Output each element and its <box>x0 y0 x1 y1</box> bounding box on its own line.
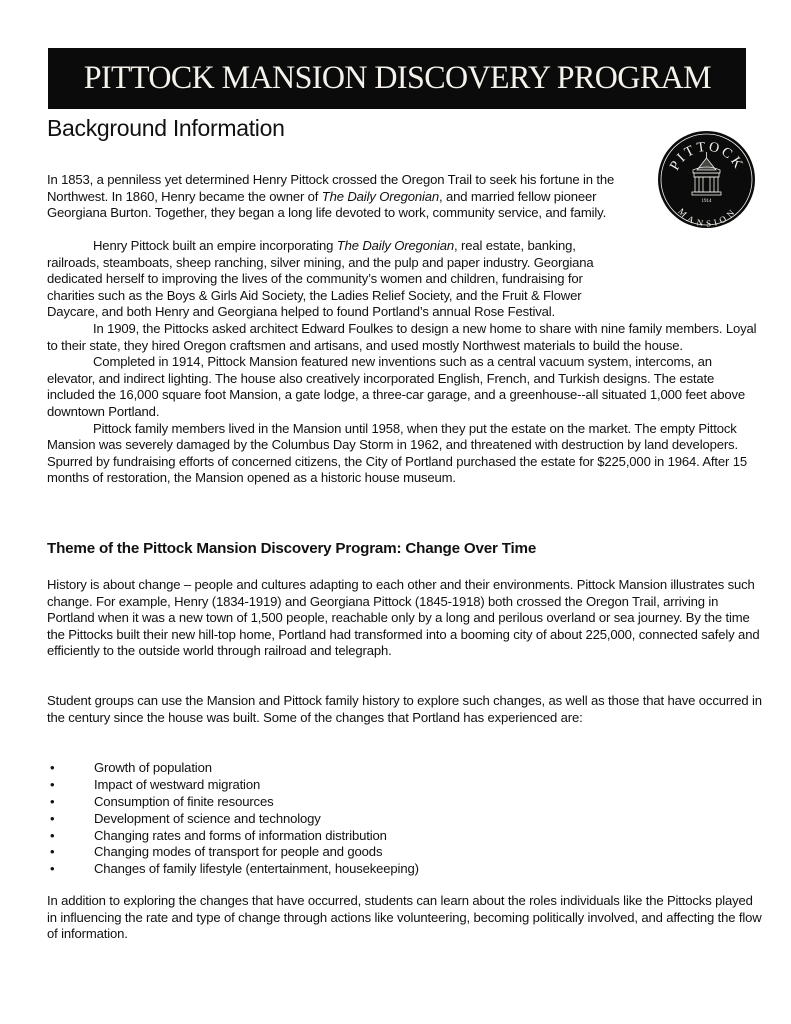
bullet-icon: • <box>50 844 55 860</box>
theme-paragraph-2: Student groups can use the Mansion and Pittock family history to explore such changes, as well as those that have occurred in the century since the house was built. Some of the changes that Portland has experienced are: <box>47 693 762 725</box>
list-item: • Development of science and technology <box>50 810 321 826</box>
logo-top-text: PITTOCK <box>667 139 747 174</box>
background-paragraph-1: In 1853, a penniless yet determined Henry Pittock crossed the Oregon Trail to seek his fortune in the Northwest. In 1860, Henry became the owner of The Daily Oregonian, and married fellow pioneer Georgiana Burton. Together, they began a long life devoted to work, community service, and family. <box>47 172 615 221</box>
bullet-icon: • <box>50 827 55 843</box>
changes-list <box>47 760 547 878</box>
logo-bottom-text: MANSION <box>676 206 738 229</box>
program-title: PITTOCK MANSION DISCOVERY PROGRAM <box>83 60 711 96</box>
bullet-icon: • <box>50 861 55 877</box>
newspaper-title: The Daily Oregonian <box>336 238 455 253</box>
list-item: • Consumption of finite resources <box>50 793 274 809</box>
background-paragraph-4: Completed in 1914, Pittock Mansion featured new inventions such as a central vacuum system, intercoms, an elevator, and indirect lighting. The house also creatively incorporated English, French, and Turkish designs. The estate included the 16,000 square foot Mansion, a gate lodge, a three-car garage, and a greenhouse--all situated 1,000 feet above downtown Portland. <box>47 354 745 419</box>
bullet-icon: • <box>50 810 55 826</box>
background-section-title: Background Information <box>47 115 285 141</box>
program-header-banner <box>48 48 746 109</box>
newspaper-title: The Daily Oregonian <box>321 188 440 204</box>
background-paragraph-2: Henry Pittock built an empire incorporating The Daily Oregonian, real estate, banking, railroads, steamboats, sheep ranching, silver mining, and the pulp and paper industry. Georgiana dedicated herself to improving the lives of the community’s women and children, fundraising for charities such as the Boys & Girls Aid Society, the Ladies Relief Society, and the Fruit & Flower Daycare, and both Henry and Georgiana helped to found Portland’s annual Rose Festival. <box>47 238 594 320</box>
pittock-mansion-seal-icon <box>655 128 758 231</box>
bullet-icon: • <box>50 776 55 792</box>
background-paragraphs <box>47 238 757 487</box>
list-item: • Impact of westward migration <box>50 776 261 792</box>
closing-paragraph: In addition to exploring the changes that have occurred, students can learn about the roles individuals like the Pittocks played in influencing the rate and type of change through actions like volunteering, becoming politically involved, and affecting the flow of information. <box>47 893 762 942</box>
theme-heading: Theme of the Pittock Mansion Discovery Program: Change Over Time <box>47 540 537 557</box>
list-item: • Growth of population <box>50 760 212 775</box>
background-paragraph-3: In 1909, the Pittocks asked architect Edward Foulkes to design a new home to share with nine family members. Loyal to their state, they hired Oregon craftsmen and artisans, and used mostly Northwest materials to build the house. <box>47 320 757 353</box>
background-paragraph-5: Pittock family members lived in the Mansion until 1958, when they put the estate on the market. The empty Pittock Mansion was severely damaged by the Columbus Day Storm in 1962, and threatened with destruction by land developers. Spurred by fundraising efforts of concerned citizens, the City of Portland purchased the estate for $225,000 in 1964. After 15 months of restoration, the Mansion opened as a historic house museum. <box>47 420 748 486</box>
theme-paragraph-1: History is about change – people and cultures adapting to each other and their environments. Pittock Mansion illustrates such change. For example, Henry (1834-1919) and Georgiana Pittock (1845-1918) both crossed the Oregon Trail, arriving in Portland when it was a new town of 1,500 people, reachable only by a long and perilous overland or sea journey. By the time the Pittocks built their new hill-top home, Portland had transformed into a booming city of about 225,000, connected safely and efficiently to the outside world through railroad and telegraph. <box>47 577 760 659</box>
list-item: • Changing rates and forms of information distribution <box>50 827 387 843</box>
list-item: • Changing modes of transport for people and goods <box>50 844 383 860</box>
logo-year: 1914 <box>701 199 712 204</box>
bullet-icon: • <box>50 793 55 809</box>
bullet-icon: • <box>50 760 55 775</box>
list-item: • Changes of family lifestyle (entertainment, housekeeping) <box>50 861 419 877</box>
